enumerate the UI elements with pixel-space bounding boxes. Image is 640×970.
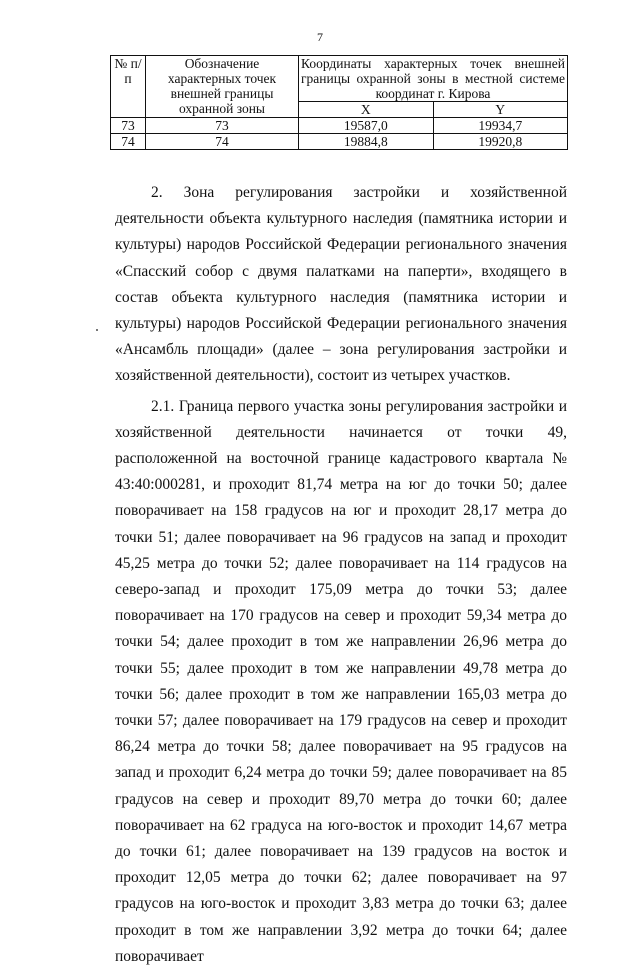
row-y: 19934,7 xyxy=(433,118,568,134)
row-number: 73 xyxy=(111,118,146,134)
row-x: 19884,8 xyxy=(299,134,434,150)
header-number: № п/п xyxy=(111,56,146,118)
header-coordinates: Координаты характерных точек внешней границы охранной зоны в местной системе координат г. Кирова xyxy=(299,56,568,102)
page-number: 7 xyxy=(317,30,323,44)
header-point-designation: Обозначение характерных точек внешней границы охранной зоны xyxy=(146,56,299,118)
header-x: X xyxy=(299,102,434,118)
row-point: 73 xyxy=(146,118,299,134)
paragraph-zone-description: 2. Зона регулирования застройки и хозяйственной деятельности объекта культурного наследия (памятника истории и культуры) народов Российской Федерации регионального значения «Спасский собор с двумя палатками на паперти», входящего в состав объекта культурного наследия (памятника истории и культуры) народов Российской Федерации регионального значения «Ансамбль площади» (далее – зона регулирования застройки и хозяйственной деятельности), состоит из четырех участков. xyxy=(115,184,567,385)
paragraph-first-section-boundary: 2.1. Граница первого участка зоны регулирования застройки и хозяйственной деятельности начинается от точки 49, расположенной на восточной границе кадастрового квартала № 43:40:000281, и проходит 81,74 метра на юг до точки 50; далее поворачивает на 158 градусов на юг и проходит 28,17 метра до точки 51; далее поворачивает на 96 градусов на запад и проходит 45,25 метра до точки 52; далее поворачивает на 114 градусов на северо-запад и проходит 175,09 метра до точки 53; далее поворачивает на 170 градусов на север и проходит 59,34 метра до точки 54; далее проходит в том же направлении 26,96 метра до точки 55; далее проходит в том же направлении 49,78 метра до точки 56; далее проходит в том же направлении 165,03 метра до точки 57; далее поворачивает на 179 градусов на север и проходит 86,24 метра до точки 58; далее поворачивает на 95 градусов на запад и проходит 6,24 метра до точки 59; далее поворачивает на 85 градусов на север и проходит 89,70 метра до точки 60; далее поворачивает на 62 градуса на юго-восток и проходит 14,67 метра до точки 61; далее поворачивает на 139 градусов на восток и проходит 12,05 метра до точки 62; далее поворачивает на 97 градусов на юго-восток и проходит 3,83 метра до точки 63; далее проходит в том же направлении 3,92 метра до точки 64; далее поворачивает xyxy=(115,397,567,965)
margin-mark xyxy=(96,329,98,331)
row-number: 74 xyxy=(111,134,146,150)
row-point: 74 xyxy=(146,134,299,150)
document-body xyxy=(115,180,567,970)
coordinates-table xyxy=(110,55,568,150)
table-row xyxy=(111,134,568,150)
table-row xyxy=(111,118,568,134)
table-header-row xyxy=(111,56,568,102)
row-y: 19920,8 xyxy=(433,134,568,150)
header-y: Y xyxy=(433,102,568,118)
row-x: 19587,0 xyxy=(299,118,434,134)
